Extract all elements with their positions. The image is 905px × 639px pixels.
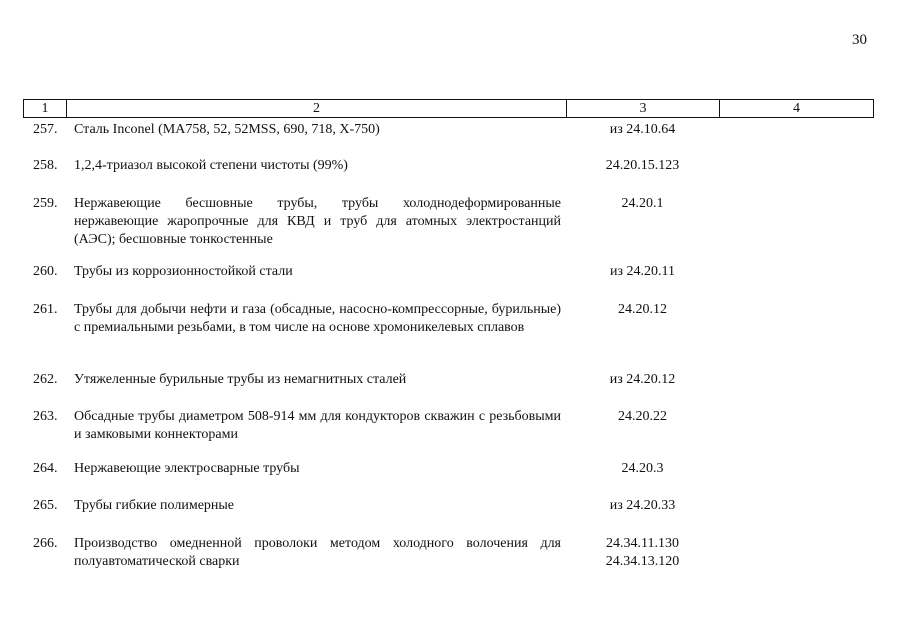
row-description: Обсадные трубы диаметром 508-914 мм для кондукторов скважин с резьбовыми и замковыми коннекторами [74,409,561,442]
row-number: 261. [33,302,58,317]
row-description: Трубы гибкие полимерные [74,498,235,513]
row-description: Утяжеленные бурильные трубы из немагнитных сталей [74,372,407,387]
row-code: 24.20.15.123 [605,158,680,173]
row-code-line: 24.34.13.120 [605,554,680,569]
row-number: 260. [33,264,58,279]
row-code: 24.20.1 [621,196,664,211]
column-header-1: 1 [24,100,67,117]
row-number: 258. [33,158,58,173]
row-number: 266. [33,536,58,551]
row-number: 264. [33,461,58,476]
row-code: из 24.20.12 [609,372,676,387]
column-header-2: 2 [67,100,567,117]
row-description: Сталь Inconel (MA758, 52, 52MSS, 690, 718, X-750) [74,122,380,137]
row-number: 259. [33,196,58,211]
table-header [23,99,874,118]
row-code: 24.20.22 [618,409,667,424]
row-description: Трубы для добычи нефти и газа (обсадные, насосно-компрессорные, бурильные) с премиальными резьбами, в том числе на основе хромоникелевых сплавов [74,302,561,335]
row-number: 265. [33,498,58,513]
column-header-3: 3 [567,100,720,117]
page-number: 30 [852,32,867,48]
row-code: из 24.10.64 [609,122,676,137]
row-code: из 24.20.33 [609,498,676,513]
row-description: Производство омедненной проволоки методом холодного волочения для полуавтоматической сварки [74,536,561,569]
row-description: Нержавеющие электросварные трубы [74,461,300,476]
row-number: 262. [33,372,58,387]
row-code [566,535,719,571]
row-code: из 24.20.11 [609,264,675,279]
row-code-line: 24.34.11.130 [606,536,679,551]
row-description: Трубы из коррозионностойкой стали [74,264,293,279]
column-header-4: 4 [793,101,800,116]
row-code: 24.20.3 [621,461,664,476]
row-number: 263. [33,409,58,424]
row-description: 1,2,4-триазол высокой степени чистоты (99%) [74,158,348,173]
row-number: 257. [33,122,58,137]
row-code: 24.20.12 [618,302,667,317]
row-description: Нержавеющие бесшовные трубы, трубы холоднодеформированные нержавеющие жаропрочные для КВД и труб для атомных электростанций (АЭС); бесшовные тонкостенные [74,196,561,247]
